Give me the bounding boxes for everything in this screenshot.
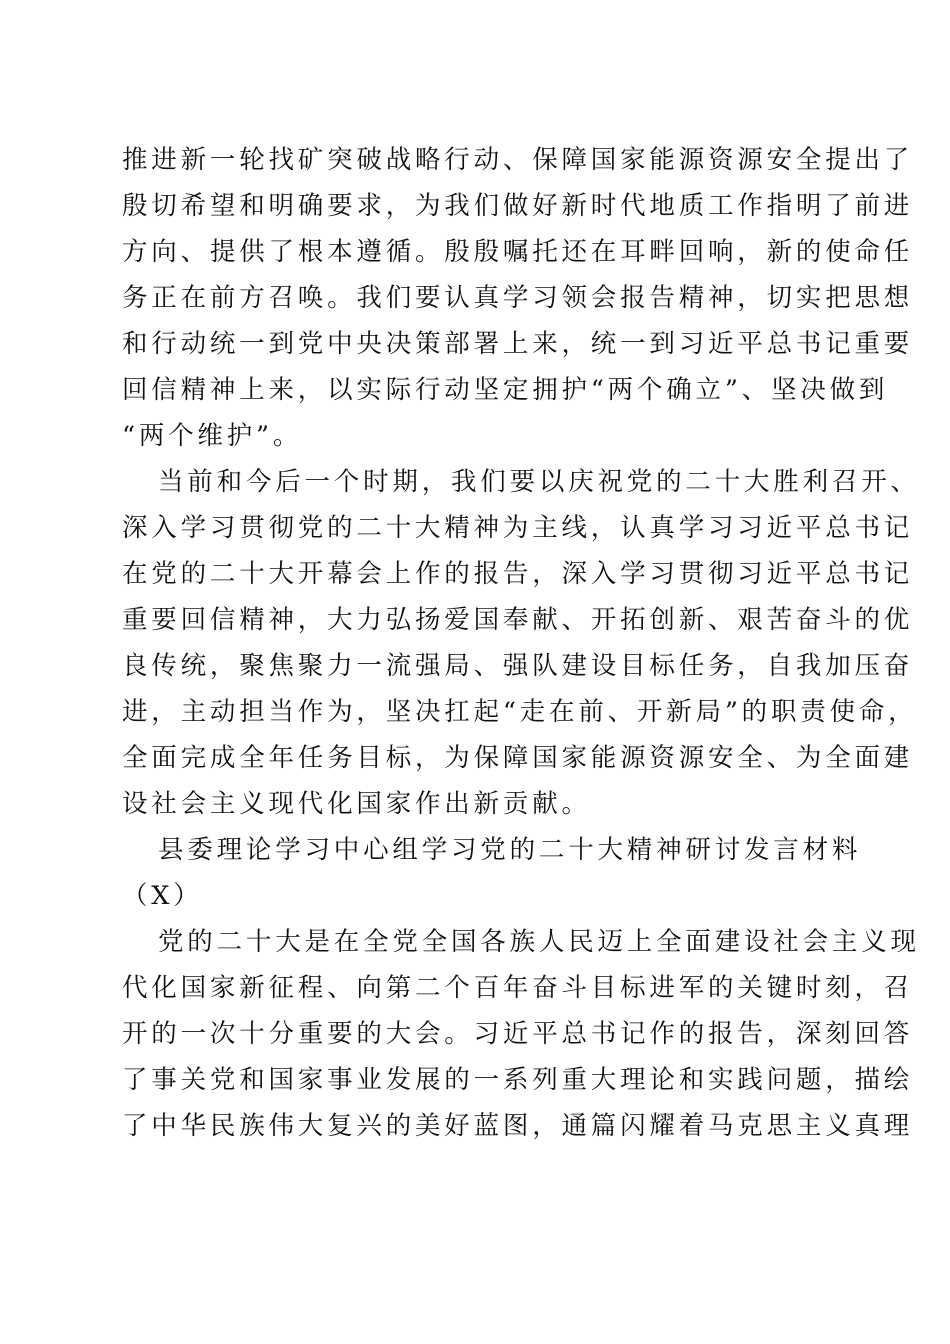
text-line-20: 开的一次十分重要的大会。习近平总书记作的报告，深刻回答 (122, 1019, 914, 1049)
paragraph-3-line-1: 党的二十大是在全党全国各族人民迈上全面建设社会主义现 (158, 927, 920, 957)
text-line-13: 进，主动担当作为，坚决扛起“走在前、开新局”的职责使命， (122, 697, 918, 727)
text-line-21: 了事关党和国家事业发展的一系列重大理论和实践问题，描绘 (122, 1065, 914, 1095)
text-line-12: 良传统，聚焦聚力一流强局、强队建设目标任务，自我加压奋 (122, 651, 914, 681)
text-line-9: 深入学习贯彻党的二十大精神为主线，认真学习习近平总书记 (122, 513, 914, 543)
text-line-6: 回信精神上来，以实际行动坚定拥护“两个确立”、坚决做到 (122, 375, 889, 405)
text-line-2: 殷切希望和明确要求，为我们做好新时代地质工作指明了前进 (122, 191, 914, 221)
text-line-22: 了中华民族伟大复兴的美好蓝图，通篇闪耀着马克思主义真理 (122, 1111, 914, 1141)
section-heading: 县委理论学习中心组学习党的二十大精神研讨发言材料 (158, 835, 862, 865)
text-line-15: 设社会主义现代化国家作出新贡献。 (122, 789, 591, 819)
text-line-10: 在党的二十大开幕会上作的报告，深入学习贯彻习近平总书记 (122, 559, 914, 589)
text-line-7: “两个维护”。 (122, 421, 303, 451)
paragraph-2-line-1: 当前和今后一个时期，我们要以庆祝党的二十大胜利召开、 (158, 467, 920, 497)
text-line-4: 务正在前方召唤。我们要认真学习领会报告精神，切实把思想 (122, 283, 914, 313)
section-heading-suffix: （X） (122, 881, 203, 911)
text-line-19: 代化国家新征程、向第二个百年奋斗目标进军的关键时刻，召 (122, 973, 914, 1003)
text-line-3: 方向、提供了根本遵循。殷殷嘱托还在耳畔回响，新的使命任 (122, 237, 914, 267)
text-line-14: 全面完成全年任务目标，为保障国家能源资源安全、为全面建 (122, 743, 914, 773)
text-line-11: 重要回信精神，大力弘扬爱国奉献、开拓创新、艰苦奋斗的优 (122, 605, 914, 635)
text-line-1: 推进新一轮找矿突破战略行动、保障国家能源资源安全提出了 (122, 145, 914, 175)
text-line-5: 和行动统一到党中央决策部署上来，统一到习近平总书记重要 (122, 329, 914, 359)
